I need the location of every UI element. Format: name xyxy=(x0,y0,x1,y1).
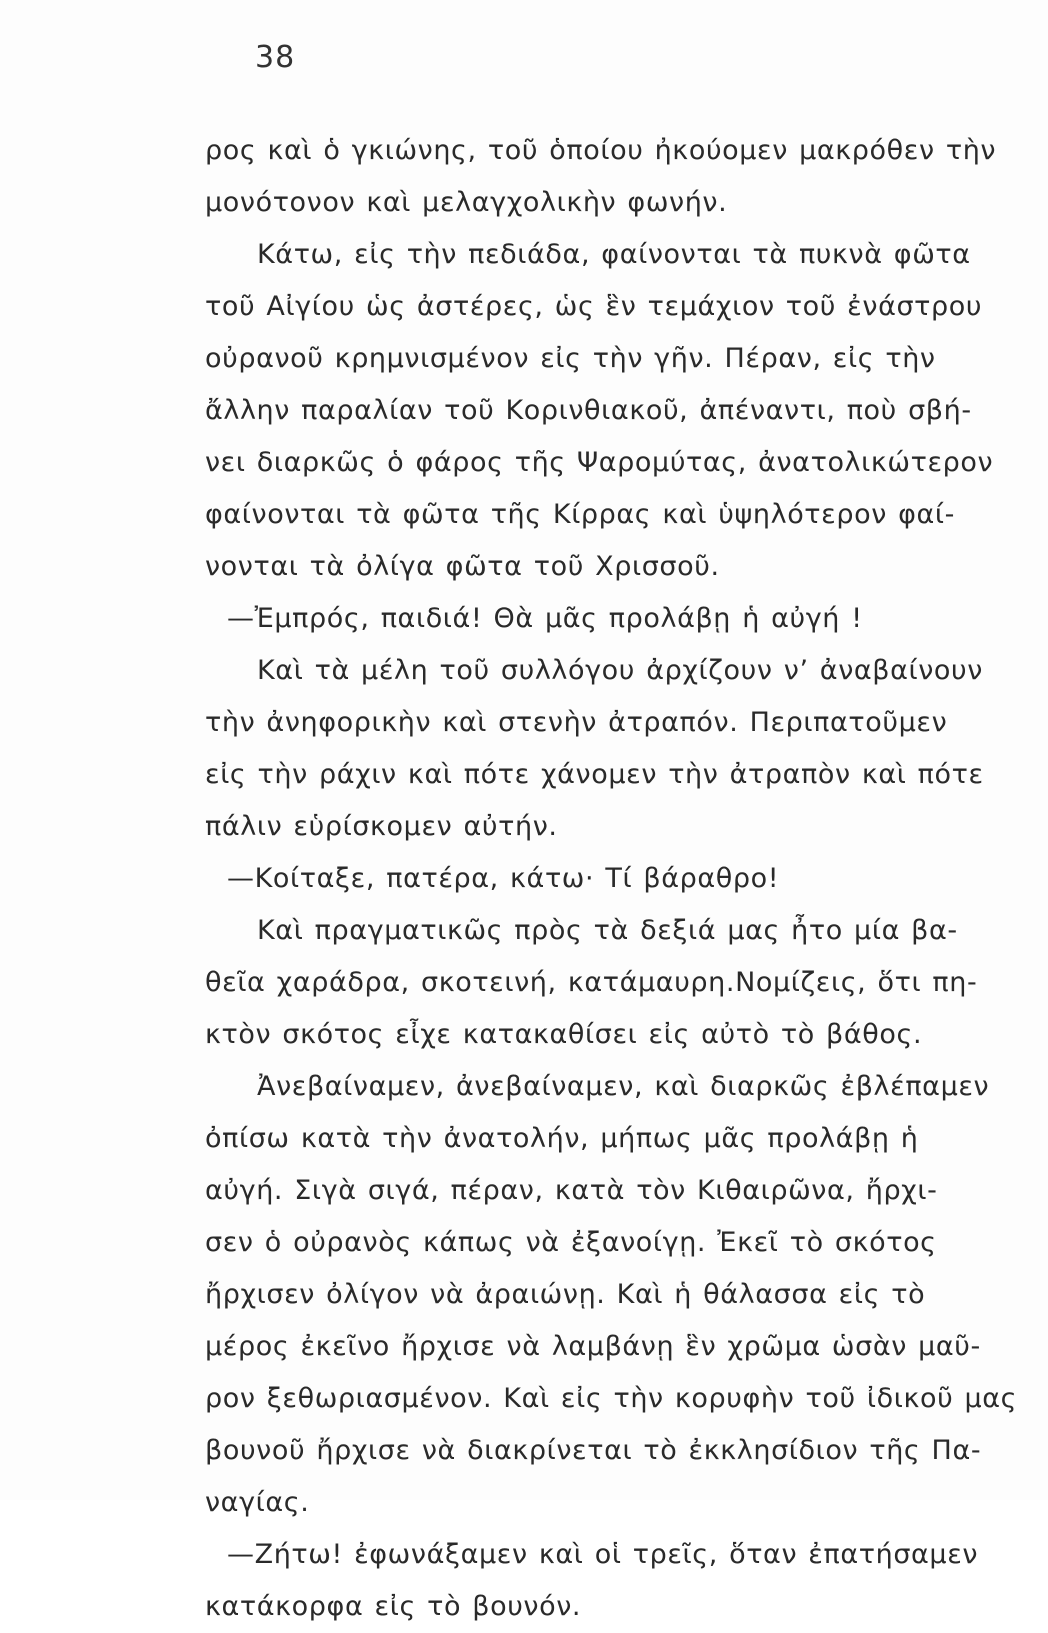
text-line: ἤρχισεν ὀλίγον νὰ ἀραιώνῃ. Καὶ ἡ θάλασσα εἰς τὸ xyxy=(205,1279,926,1310)
text-line: μέρος ἐκεῖνο ἤρχισε νὰ λαμβάνῃ ἓν χρῶμα ὡσὰν μαῦ- xyxy=(205,1331,981,1362)
text-line: τοῦ Αἰγίου ὡς ἀστέρες, ὡς ἓν τεμάχιον τοῦ ἐνάστρου xyxy=(205,291,983,322)
text-line: Ἀνεβαίναμεν, ἀνεβαίναμεν, καὶ διαρκῶς ἐβλέπαμεν xyxy=(257,1071,990,1102)
text-line: θεῖα χαράδρα, σκοτεινή, κατάμαυρη.Νομίζεις, ὅτι πη- xyxy=(205,967,978,998)
text-line: σεν ὁ οὐρανὸς κάπως νὰ ἐξανοίγῃ. Ἐκεῖ τὸ σκότος xyxy=(205,1227,937,1258)
text-line: ρος καὶ ὁ γκιώνης, τοῦ ὁποίου ἠκούομεν μακρόθεν τὴν xyxy=(205,135,997,166)
body-text xyxy=(205,125,1040,1633)
text-line: —Ζήτω! ἐφωνάξαμεν καὶ οἱ τρεῖς, ὅταν ἐπατήσαμεν xyxy=(227,1539,979,1570)
text-line: νονται τὰ ὀλίγα φῶτα τοῦ Χρισσοῦ. xyxy=(205,551,720,582)
text-line: Κάτω, εἰς τὴν πεδιάδα, φαίνονται τὰ πυκνὰ φῶτα xyxy=(257,239,971,270)
text-line: κατάκορφα εἰς τὸ βουνόν. xyxy=(205,1591,582,1622)
text-line: οὐρανοῦ κρημνισμένον εἰς τὴν γῆν. Πέραν, εἰς τὴν xyxy=(205,343,936,374)
text-line: —Κοίταξε, πατέρα, κάτω· Τί βάραθρο! xyxy=(227,863,780,894)
text-line: ρον ξεθωριασμένον. Καὶ εἰς τὴν κορυφὴν τοῦ ἰδικοῦ μας xyxy=(205,1383,1018,1414)
text-line: ἄλλην παραλίαν τοῦ Κορινθιακοῦ, ἀπέναντι, ποὺ σβή- xyxy=(205,395,972,426)
text-line: μονότονον καὶ μελαγχολικὴν φωνήν. xyxy=(205,187,728,218)
page-number: 38 xyxy=(255,40,296,75)
text-line: αὐγή. Σιγὰ σιγά, πέραν, κατὰ τὸν Κιθαιρῶνα, ἤρχι- xyxy=(205,1175,938,1206)
text-line: πάλιν εὑρίσκομεν αὐτήν. xyxy=(205,811,558,842)
text-line: Καὶ τὰ μέλη τοῦ συλλόγου ἀρχίζουν ν’ ἀναβαίνουν xyxy=(257,655,983,686)
text-line: —Ἐμπρός, παιδιά! Θὰ μᾶς προλάβῃ ἡ αὐγή ! xyxy=(227,603,863,634)
text-line: Καὶ πραγματικῶς πρὸς τὰ δεξιά μας ἦτο μία βα- xyxy=(257,915,958,946)
text-line: τὴν ἀνηφορικὴν καὶ στενὴν ἀτραπόν. Περιπατοῦμεν xyxy=(205,707,948,738)
text-line: νει διαρκῶς ὁ φάρος τῆς Ψαρομύτας, ἀνατολικώτερον xyxy=(205,447,994,478)
text-line: κτὸν σκότος εἶχε κατακαθίσει εἰς αὐτὸ τὸ βάθος. xyxy=(205,1019,923,1050)
text-line: ὀπίσω κατὰ τὴν ἀνατολήν, μήπως μᾶς προλάβῃ ἡ xyxy=(205,1123,919,1154)
text-line: βουνοῦ ἤρχισε νὰ διακρίνεται τὸ ἐκκλησίδιον τῆς Πα- xyxy=(205,1435,982,1466)
text-line: ναγίας. xyxy=(205,1487,310,1518)
text-line: φαίνονται τὰ φῶτα τῆς Κίρρας καὶ ὑψηλότερον φαί- xyxy=(205,499,955,530)
text-line: εἰς τὴν ράχιν καὶ πότε χάνομεν τὴν ἀτραπὸν καὶ πότε xyxy=(205,759,984,790)
